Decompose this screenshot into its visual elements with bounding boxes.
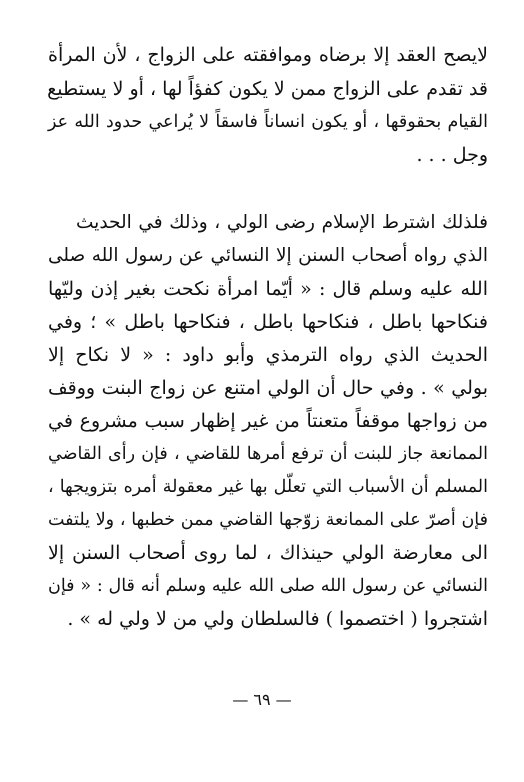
text-line: من زواجها موقفاً متعنتاً من غير إظهار سبب مشروع في [48, 410, 488, 432]
text-line: قد تقدم على الزواج ممن لا يكون كفؤاً لها ، أو لا يستطيع [47, 78, 488, 100]
text-line: فلذلك اشترط الإسلام رضى الولي ، وذلك في الحديث [76, 212, 488, 233]
text-line: الذي رواه أصحاب السنن إلا النسائي عن رسول الله صلى [48, 245, 488, 266]
text-line: الله عليه وسلم قال : « أيّما امرأة نكحت بغير إذن وليّها [48, 278, 488, 300]
text-line: المسلم أن الأسباب التي تعلّل بها غير معقولة أمره بتزويجها ، [48, 477, 488, 497]
text-line: الحديث الذي رواه الترمذي وأبو داود : « لا نكاح إلا [48, 344, 488, 366]
text-line: النسائي عن رسول الله صلى الله عليه وسلم أنه قال : « فإن [48, 576, 488, 596]
paragraph-2 [48, 212, 488, 652]
text-line: الممانعة جاز للبنت أن ترفع أمرها للقاضي ، فإن رأى القاضي [48, 444, 488, 464]
paragraph-1 [48, 44, 488, 184]
text-line: فنكاحها باطل ، فنكاحها باطل ، فنكاحها باطل » ؛ وفي [48, 311, 488, 333]
text-line: لايصح العقد إلا برضاه وموافقته على الزواج ، لأن المرأة [48, 44, 488, 66]
text-line: فإن أصرّ على الممانعة زوّجها القاضي ممن خطبها ، ولا يلتفت [48, 510, 488, 530]
text-line: اشتجروا ( اختصموا ) فالسلطان ولي من لا ولي له » . [67, 608, 488, 630]
text-line: القيام بحقوقها ، أو يكون انساناً فاسقاً لا يُراعي حدود الله عز [48, 112, 488, 132]
text-line: الى معارضة الولي حينذاك ، لما روى أصحاب السنن إلا [48, 542, 488, 564]
text-line: وجل . . . [416, 144, 488, 166]
text-line: بولي » . وفي حال أن الولي امتنع عن زواج البنت ووقف [48, 377, 488, 399]
page-number: — ٦٩ — [232, 690, 292, 709]
